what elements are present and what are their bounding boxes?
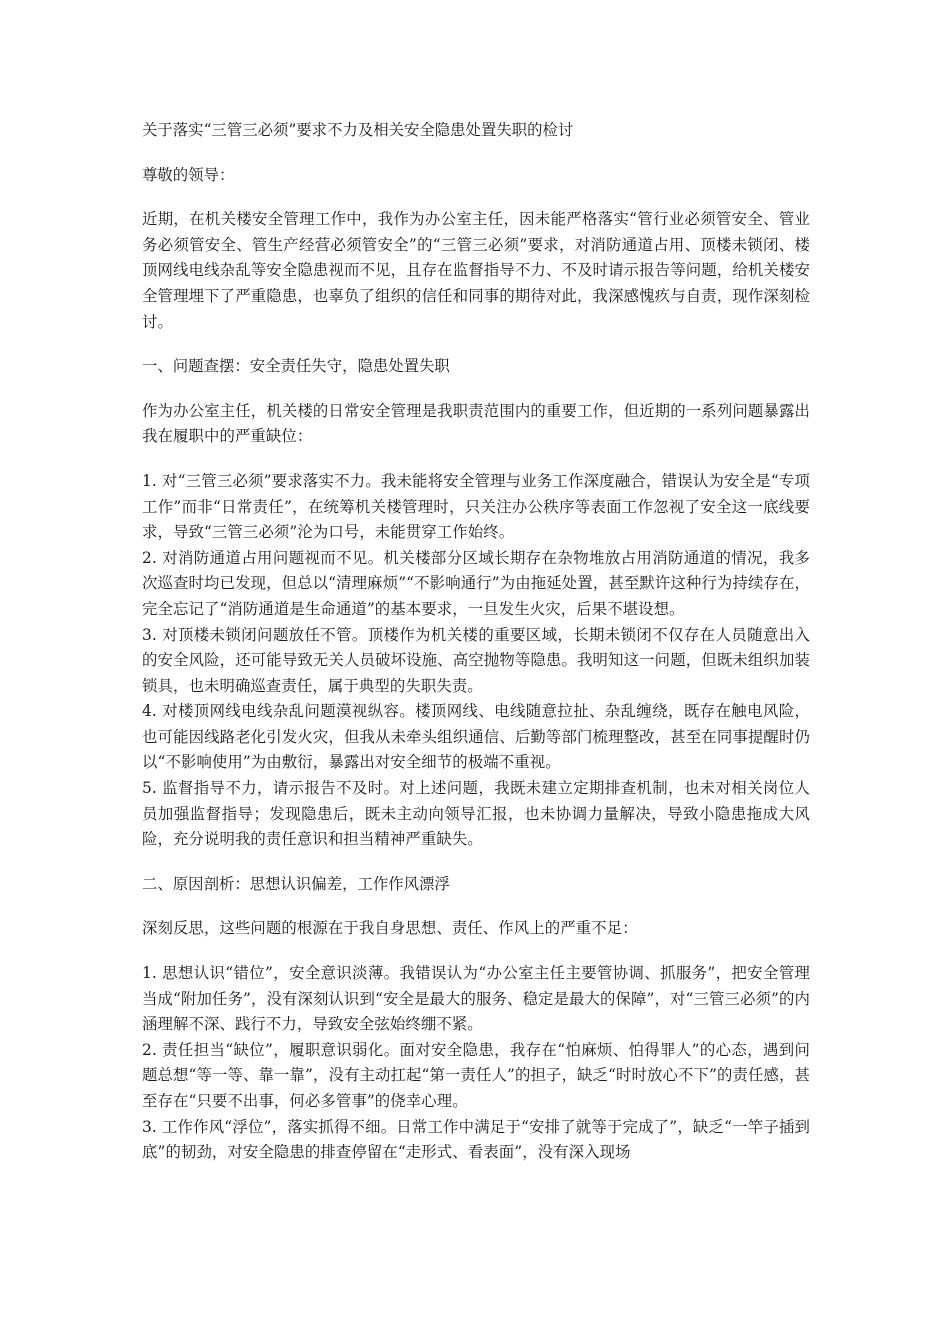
document-body xyxy=(142,118,810,1185)
section-2-item-list xyxy=(142,961,810,1166)
section-1-item-1: 1. 对“三管三必须”要求落实不力。我未能将安全管理与业务工作深度融合，错误认为安全是“专项工作”而非“日常责任”，在统筹机关楼管理时，只关注办公秩序等表面工作忽视了安全这一底线要求，导致“三管三必须”沦为口号，未能贯穿工作始终。 xyxy=(142,471,810,542)
section-heading-1: 一、问题查摆：安全责任失守，隐患处置失职 xyxy=(142,357,450,376)
section-2-item-1: 1. 思想认识“错位”，安全意识淡薄。我错误认为“办公室主任主要管协调、抓服务”，把安全管理当成“附加任务”，没有深刻认识到“安全是最大的服务、稳定是最大的保障”，对“三管三必须”的内涵理解不深、践行不力，导致安全弦始终绷不紧。 xyxy=(142,964,810,1034)
section-1-item-3: 3. 对顶楼未锁闭问题放任不管。顶楼作为机关楼的重要区域，长期未锁闭不仅存在人员随意出入的安全风险，还可能导致无关人员破坏设施、高空抛物等隐患。我明知这一问题，但既未组织加装锁具，也未明确巡查责任，属于典型的失职失责。 xyxy=(142,625,810,695)
document-title: 关于落实“三管三必须”要求不力及相关安全隐患处置失职的检讨 xyxy=(142,121,574,139)
section-2-item-2: 2. 责任担当“缺位”，履职意识弱化。面对安全隐患，我存在“怕麻烦、怕得罪人”的心态，遇到问题总想“等一等、靠一靠”，没有主动扛起“第一责任人”的担子，缺乏“时时放心不下”的责任感，甚至存在“只要不出事，何必多管事”的侥幸心理。 xyxy=(142,1040,810,1110)
section-1-item-2: 2. 对消防通道占用问题视而不见。机关楼部分区域长期存在杂物堆放占用消防通道的情况，我多次巡查时均已发现，但总以“清理麻烦”“不影响通行”为由拖延处置，甚至默许这种行为持续存在，完全忘记了“消防通道是生命通道”的基本要求，一旦发生火灾，后果不堪设想。 xyxy=(142,548,810,618)
opening-paragraph: 近期，在机关楼安全管理工作中，我作为办公室主任，因未能严格落实“管行业必须管安全、管业务必须管安全、管生产经营必须管安全”的“三管三必须”要求，对消防通道占用、顶楼未锁闭、楼顶网线电线杂乱等安全隐患视而不见，且存在监督指导不力、不及时请示报告等问题，给机关楼安全管理埋下了严重隐患，也辜负了组织的信任和同事的期待对此，我深感愧疚与自责，现作深刻检讨。 xyxy=(142,210,810,331)
section-heading-2: 二、原因剖析：思想认识偏差，工作作风漂浮 xyxy=(142,874,450,893)
section-2-item-3: 3. 工作作风“浮位”，落实抓得不细。日常工作中满足于“安排了就等于完成了”，缺乏“一竿子插到底”的韧劲，对安全隐患的排查停留在“走形式、看表面”，没有深入现场 xyxy=(142,1117,810,1162)
section-1-item-4: 4. 对楼顶网线电线杂乱问题漠视纵容。楼顶网线、电线随意拉扯、杂乱缠绕，既存在触电风险，也可能因线路老化引发火灾，但我从未牵头组织通信、后勤等部门梳理整改，甚至在同事提醒时仍以“不影响使用”为由敷衍，暴露出对安全细节的极端不重视。 xyxy=(142,702,810,772)
salutation: 尊敬的领导： xyxy=(142,165,235,184)
section-1-item-5: 5. 监督指导不力，请示报告不及时。对上述问题，我既未建立定期排查机制，也未对相关岗位人员加强监督指导；发现隐患后，既未主动向领导汇报，也未协调力量解决，导致小隐患拖成大风险，充分说明我的责任意识和担当精神严重缺失。 xyxy=(142,779,810,849)
section-2-intro: 深刻反思，这些问题的根源在于我自身思想、责任、作风上的严重不足： xyxy=(142,919,638,938)
section-1-item-list xyxy=(142,469,810,853)
section-1-intro: 作为办公室主任，机关楼的日常安全管理是我职责范围内的重要工作，但近期的一系列问题暴露出我在履职中的严重缺位： xyxy=(142,401,810,446)
